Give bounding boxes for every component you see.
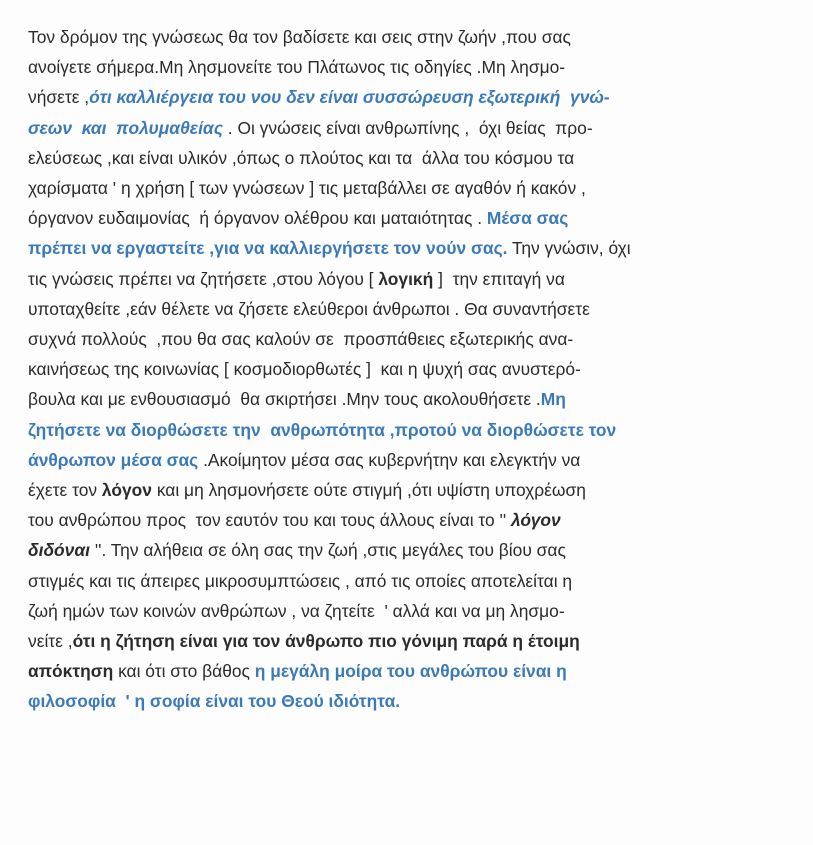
emphasized-text: πρέπει να εργαστείτε ,για να καλλιεργήσετε τον νούν σας. — [28, 238, 508, 259]
text-segment: έχετε τον — [28, 480, 102, 501]
emphasized-text: Μη — [540, 389, 566, 410]
text-line — [28, 535, 788, 565]
emphasized-text: λόγον — [511, 510, 561, 531]
text-segment: ''. Την αλήθεια σε όλη σας την ζωή ,στις μεγάλες του βίου σας — [89, 540, 566, 561]
emphasized-text: φιλοσοφία ' η σοφία είναι του Θεού ιδιότητα. — [28, 691, 401, 712]
text-segment: Τον δρόμον της γνώσεως θα τον βαδίσετε και σεις στην ζωήν ,που σας — [28, 27, 571, 47]
text-segment: Την γνώσιν, όχι — [507, 238, 631, 259]
text-segment: και μη λησμονήσετε ούτε στιγμή ,ότι υψίστη υποχρέωση — [151, 480, 586, 501]
text-segment: νήσετε , — [28, 87, 90, 108]
text-segment: τις γνώσεις πρέπει να ζητήσετε ,στου λόγου [ — [28, 268, 379, 289]
emphasized-text: άνθρωπον μέσα σας — [28, 449, 199, 470]
emphasized-text: λογική — [378, 268, 434, 289]
text-line — [28, 415, 788, 445]
emphasized-text: διδόναι — [28, 540, 90, 561]
text-line — [28, 143, 788, 173]
text-line — [28, 626, 788, 656]
text-line — [28, 656, 788, 686]
text-line — [28, 324, 788, 354]
text-segment: ανοίγετε σήμερα.Μη λησμονείτε του Πλάτωνος τις οδηγίες .Μη λησμο- — [28, 57, 566, 78]
emphasized-text: η μεγάλη μοίρα του ανθρώπου είναι η — [254, 661, 567, 682]
body-text — [28, 22, 788, 717]
text-segment: υποταχθείτε ,εάν θέλετε να ζήσετε ελεύθεροι άνθρωποι . Θα συναντήσετε — [28, 298, 590, 319]
text-segment: χαρίσματα ' η χρήση [ των γνώσεων ] τις μεταβάλλει σε αγαθόν ή κακόν , — [28, 178, 586, 199]
text-line — [28, 113, 788, 143]
text-line — [28, 566, 788, 596]
text-segment: ] την επιταγή να — [433, 268, 565, 289]
emphasized-text: λόγον — [101, 480, 152, 501]
text-line — [28, 294, 788, 324]
text-line — [28, 173, 788, 203]
text-segment: ζωή ημών των κοινών ανθρώπων , να ζητείτε ' αλλά και να μη λησμο- — [28, 600, 565, 621]
text-segment: νείτε , — [28, 631, 73, 652]
text-line — [28, 445, 788, 475]
text-line — [28, 686, 788, 716]
emphasized-text: σεων και πολυμαθείας — [28, 117, 223, 138]
emphasized-text: ότι η ζήτηση είναι για τον άνθρωπο πιο γόνιμη παρά η έτοιμη — [72, 631, 580, 652]
text-segment: συχνά πολλούς ,που θα σας καλούν σε προσπάθειες εξωτερικής ανα- — [28, 329, 574, 350]
text-segment: όργανον ευδαιμονίας ή όργανον ολέθρου και ματαιότητας . — [28, 208, 487, 229]
text-line — [28, 384, 788, 414]
text-line — [28, 82, 788, 112]
text-line — [28, 233, 788, 263]
text-line — [28, 505, 788, 535]
text-segment: βουλα και με ενθουσιασμό θα σκιρτήσει .Μην τους ακολουθήσετε . — [28, 389, 541, 410]
emphasized-text: ότι καλλιέργεια του νου δεν είναι συσσώρευση εξωτερική γνώ- — [89, 87, 610, 108]
text-line — [28, 52, 788, 82]
emphasized-text: ζητήσετε να διορθώσετε την ανθρωπότητα ,προτού να διορθώσετε τον — [28, 419, 617, 440]
text-line — [28, 354, 788, 384]
text-line — [28, 203, 788, 233]
text-line — [28, 475, 788, 505]
emphasized-text: απόκτηση — [28, 661, 114, 682]
text-segment: καινήσεως της κοινωνίας [ κοσμοδιορθωτές ] και η ψυχή σας ανυστερό- — [28, 359, 581, 380]
text-segment: . Οι γνώσεις είναι ανθρωπίνης , όχι θείας προ- — [222, 117, 593, 138]
text-segment: στιγμές και τις άπειρες μικροσυμπτώσεις , από τις οποίες αποτελείται η — [28, 570, 573, 591]
text-segment: του ανθρώπου προς τον εαυτόν του και τους άλλους είναι το '' — [28, 510, 511, 531]
text-segment: και ότι στο βάθος — [113, 661, 255, 682]
text-line — [28, 22, 788, 52]
text-segment: ελεύσεως ,και είναι υλικόν ,όπως ο πλούτος και τα άλλα του κόσμου τα — [28, 147, 575, 168]
text-line — [28, 264, 788, 294]
text-segment: .Ακοίμητον μέσα σας κυβερνήτην και ελεγκτήν να — [198, 449, 581, 470]
text-line — [28, 596, 788, 626]
emphasized-text: Μέσα σας — [486, 208, 569, 229]
